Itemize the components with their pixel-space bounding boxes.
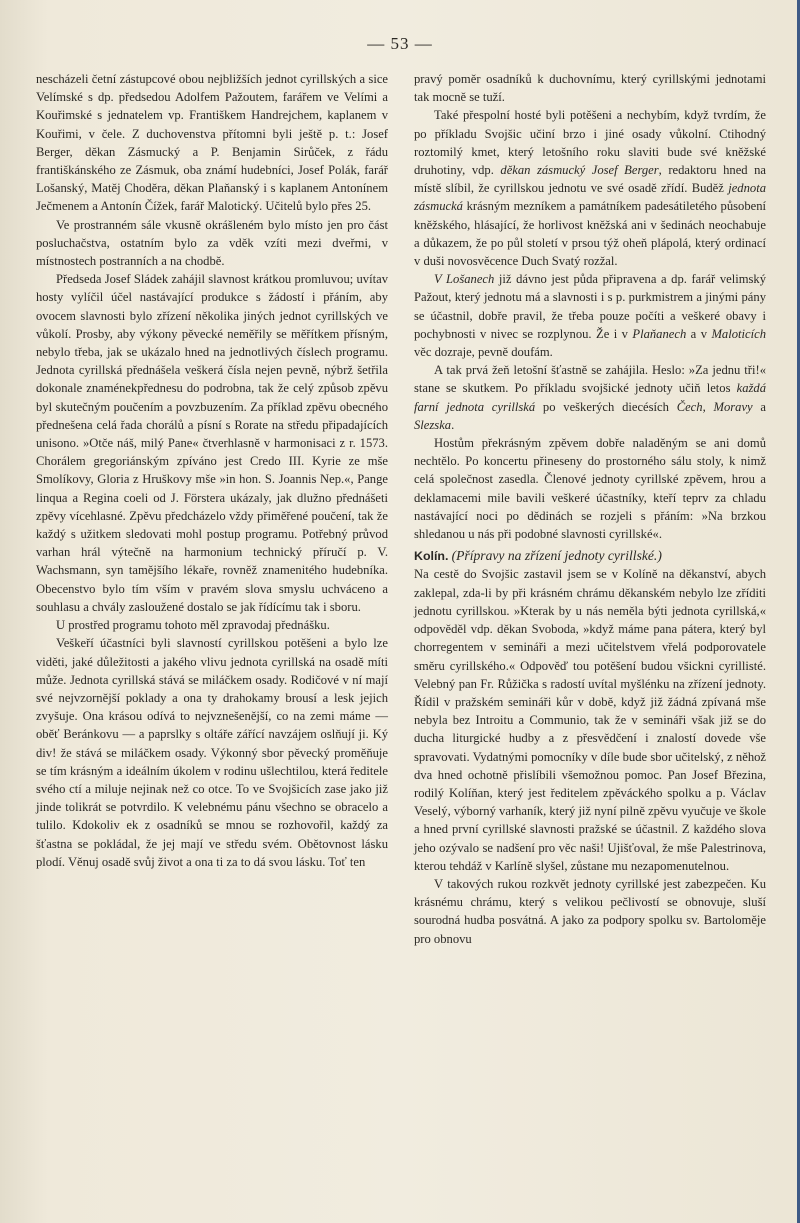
paragraph-hall: Ve prostranném sále vkusně okrášleném bylo místo jen pro část posluchačstva, ostatním bylo za vděk vzíti mezi dveřmi, v místnostech postranních a na chodbě. (36, 217, 388, 269)
paragraph-program: Předseda Josef Sládek zahájil slavnost krátkou promluvou; uvítav hosty vylíčil účel nastávající produkce s žádostí i přáním, aby ovocem slavnosti bylo zřízení několika jiných jednot cyrillských ve vůkolí. Prosby, aby výkony pěvecké neměřily se měřítkem přísným, nebylo třeba, jak se ukázalo hned na jednotlivých číslech programu. Jednota cyrillská přednášela veškerá čísla nejen pevně, nýbrž šetřila dokonale znaménekpřednesu do podrobna, tak že celý způsob zpěvu byl skutečným poučením a povzbuzením. Za příklad zpěvu obecného přednešena celá řada chorálů a písní s Rorate na středu připadajících unisono. »Otče náš, milý Pane« čtverhlasně v harmonisaci z r. 1573. Chorálem gregoriánským zpíváno jest Credo III. Kyrie ze mše Smolíkovy, Gloria z Hruškovy mše »in hon. S. Joannis Nep.«, Pange linqua a Regina coeli od J. Förstera ukázaly, jak dlužno přednášeti zpěvy vícehlasné. Zpěvu předcházelo vždy přiměřené poučení, tak že každý s užitkem sledovati mohl postup programu. Potřebný průvod varhan hrál výtečně na harmonium technický příručí p. V. Wachsmann, syn tamějšího lékaře, rovněž znamenitého hudebníka. Obecenstvo bylo tím vším v pravém slova smyslu uchváceno a souhlasu a chvály zasloužené dostalo se jak řídícímu tak i sboru. (36, 272, 388, 614)
text-run: . (451, 417, 455, 432)
text-run: krásným mezníkem a památníkem padesátiletého působení kněžského, hlásající, že horlivost kněžská ani v šedinách neochabuje a důkazem, že po půl století v prsou týž oheň plápolá, který ordinací v duši novosvěcence Duch Svatý rozžal. (414, 199, 766, 269)
text-run: již dávno jest půda připravena a dp. farář velimský Pažout, který jednotu má a slavnosti i s p. purkmistrem a jinými pány se účastnil, dobře pravil, že třeba pouze počíti a veškeré obavy i pochybnosti v nivec se rozplynou. Že i v (414, 272, 767, 341)
paragraph-evening: Hostům překrásným zpěvem dobře naladěným se ani domů nechtělo. Po koncertu přineseny do prostorného sálu stoly, k nimž celá společnost zasedla. Členové jednoty cyrillské zpěvem, hrou a deklamacemi mile bavili veškeré účastníky, kteří teprv za chladu nastávající noci po dědinách se rozjeli s přáním: »Na brzkou shledanou u nás při podobné slavnosti cyrillské«. (414, 436, 766, 542)
paragraph-kolin-future: V takových rukou rozkvět jednoty cyrillské jest zabezpečen. Ku krásnému chrámu, který s velikou pečlivostí se obnovuje, sluší sourodná hudba posvátná. A jako za podpory spolku sv. Bartoloměje pro obnovu (414, 876, 766, 946)
heading-kolin: Kolín. (414, 549, 449, 564)
emphasis-planany: Plaňanech (632, 326, 687, 341)
text-run: Také přespolní hosté byli potěšeni a nechybím, když tvrdím, že po příkladu Svojšic učiní brzo i jiné osady vůkolní. Ctihodný roztomilý kmet, který letošního roku slaviti bude své kněžské druhotiny, vdp. (414, 108, 766, 178)
text-run: , redaktoru hned na místě slíbil, že cyrillskou jednotu ve své osadě zřídí. Buděž (414, 163, 767, 196)
right-column (414, 70, 766, 948)
left-column (36, 70, 388, 871)
paragraph-attendees: nescházeli četní zástupcové obou nejbližších jednot cyrillských a sice Velímské s dp. předsedou Adolfem Pažoutem, farářem ve Velími a Kouřimské s jednatelem vp. Františkem Handrejchem, kaplanem v Kouřimi, v čele. Z duchovenstva přítomni byli ještě p. t.: Josef Berger, děkan Zásmucký a P. Benjamin Sirůček, z řádu františkánského ze Zásmuk, oba známí hudebníci, Josef Polák, farář Lošanský, Matěj Choděra, děkan Plaňanský i s kaplanem Antonínem Ječmenem a Antonín Čížek, farář Malotický. Učitelů bylo přes 25. (36, 72, 388, 214)
subheading-kolin: (Přípravy na zřízení jednoty cyrillské.) (451, 548, 662, 564)
paragraph-lecture: U prostřed programu tohoto měl zpravodaj přednášku. (56, 618, 330, 633)
page-number: — 53 — (367, 34, 433, 53)
text-run: a (752, 399, 766, 414)
text-run: a v (686, 326, 712, 341)
emphasis-zasmuky-society: jednota zásmucká (414, 181, 766, 214)
section-heading-kolin (414, 547, 766, 565)
emphasis-losany: V Lošanech (434, 272, 495, 287)
text-run: A tak prvá žeň letošní šťastně se zahájila. Heslo: »Za jednu tři!« stane se skutkem. Po příkladu svojšické jednoty učiň letos (414, 363, 766, 396)
paragraph-kolin-visit: Na cestě do Svojšic zastavil jsem se v Kolíně na děkanství, abych zaklepal, zda-li by při krásném chrámu děkanském nebylo lze zříditi jednotu cyrillskou. »Kterak by u nás neměla býti jednota cyrillská,« odpověděl vdp. děkan Svoboda, »když máme pana pátera, který byl chorregentem v semináři a mezi učitelstvem vřelá podporovatele směru cyrillského.« Odpověď tou potěšení budou všickni cyrillisté. Velebný pan Fr. Růžička s radostí uvítal myšlénku na zřízení jednoty. Řídil v pražském semináři kůr v době, když již žádná zpívaná mše nebyla bez Introitu a Communio, tak že v semináři však již se do ducha liturgické hudby a z přesvědčení i znalostí dovede vše spravovati. Vydatnými pomocníky v díle bude sbor učitelský, z něhož dva hned ochotně přislíbili všemožnou pomoc. Pan Josef Březina, rodilý Kolíňan, který jest ředitelem zpěváckého spolku a p. Václav Veselý, výborný varhaník, který již nyní pilně zpěvu vyučuje ve škole a hned první cyrillské slavnosti pražské se účastnil. Z každého slova jeho ozývalo se nadšení pro věc naši! Ujišťoval, že mše Palestrinova, kterou tehdáž v Karlíně slyšel, zůstane mu nezapomenutelnou. (414, 567, 766, 873)
emphasis-every-parish: každá farní jednota cyrillská (414, 381, 766, 414)
paragraph-impact: Veškeří účastníci byli slavností cyrillskou potěšeni a bylo lze viděti, jaké důležitosti a jakého vlivu jednota cyrillská na osadě míti může. Jednota cyrillská stává se miláčkem osady. Rodičové v ní mají své nejvzornější poklady a ona ty drahokamy brousí a lesk jejich zvyšuje. Ona krásou odívá to nejvznešenější, co na zemi máme — oběť Beránkovu — a paprslky s oltáře zářící navzájem oslňují ji. Ký div! že stává se miláčkem osady. Výkonný sbor pěvecký proměňuje se tím krásným a ideálním úkolem v rodinu ušlechtilou, která ředitele svého ctí a miluje nejinak než co otce. To ve Svojšicích zase jako již jinde tolikrát se potvrdilo. K velebnému pánu všechno se obracelo a tulilo. Kdokoliv ek z osadníků se mnou se rozhovořil, každý za šťastna se pokládal, že jej mají ve středu svém. Obětovnost lásku plodí. Věnuj osadě svůj život a ona ti za to dá svou lásku. Toť ten (36, 636, 388, 869)
paragraph-villages (414, 270, 766, 361)
emphasis-dean-berger: děkan zásmucký Josef Berger (500, 163, 659, 178)
paragraph-harvest (414, 361, 766, 434)
text-run: po veškerých diecésích (535, 399, 677, 414)
paragraph-guests (414, 106, 766, 270)
paragraph-continuation: pravý poměr osadníků k duchovnímu, který cyrillskými jednotami tak mocně se tuží. (414, 72, 766, 105)
emphasis-malotice: Maloticích (711, 326, 766, 341)
text-run: věc dozraje, pevně doufám. (414, 345, 553, 360)
emphasis-bohemia-moravia: Čech, Moravy (676, 399, 753, 414)
emphasis-silesia: Slezska (414, 417, 452, 432)
